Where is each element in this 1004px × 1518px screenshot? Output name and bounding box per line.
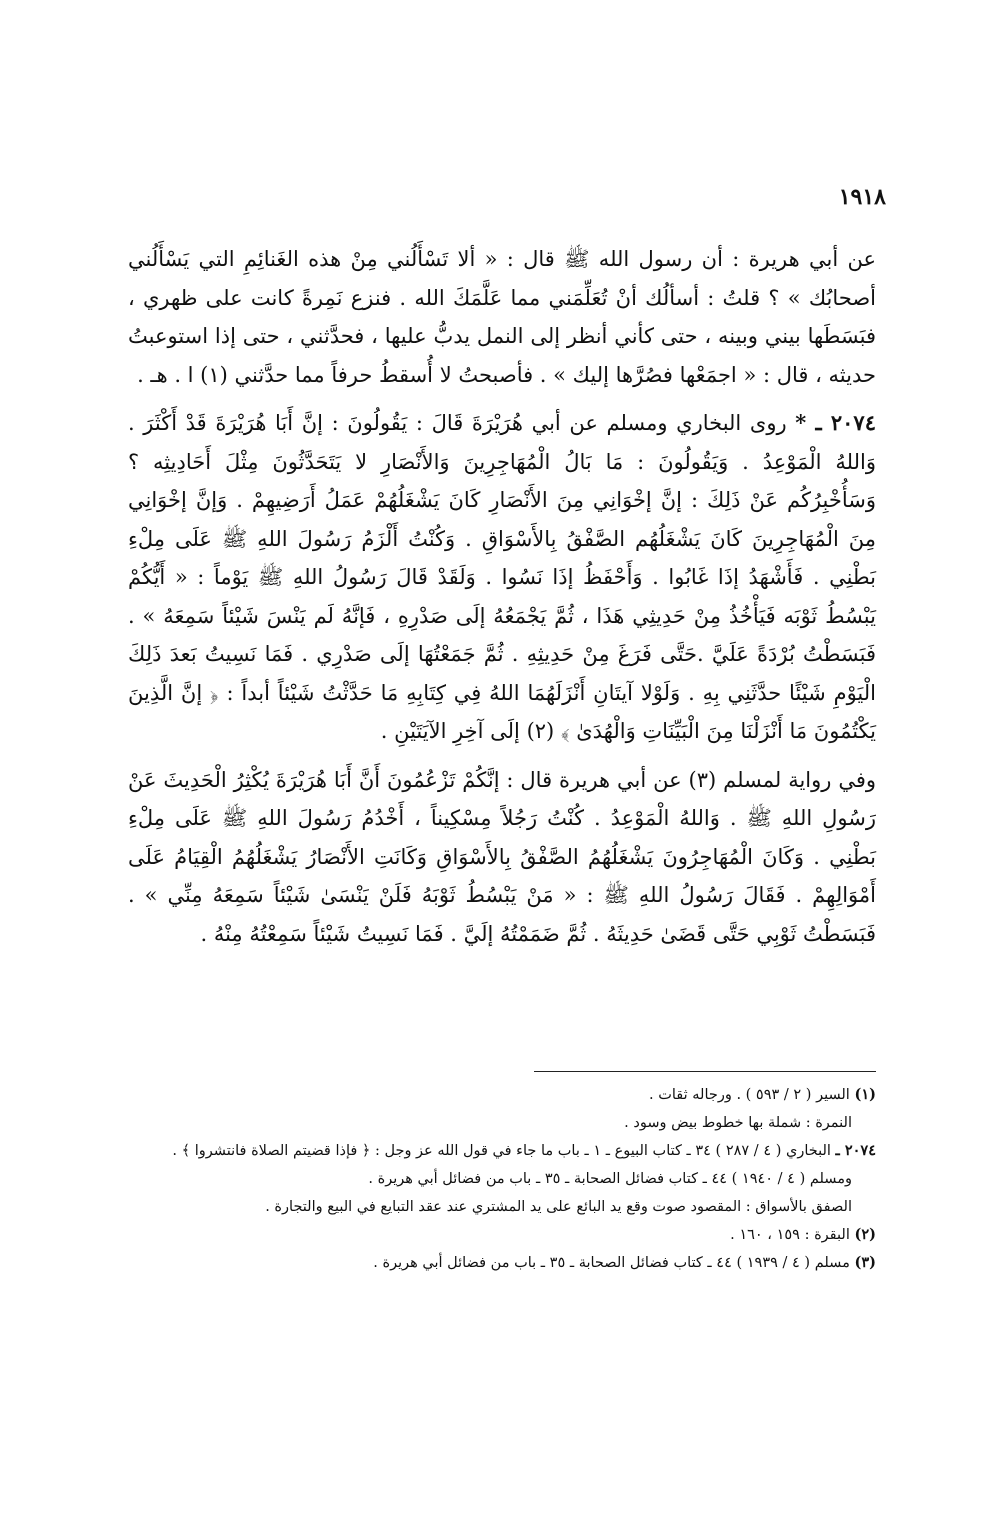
- hadith-number: ٢٠٧٤ ـ *: [795, 410, 876, 435]
- footnote-2074-muslim: [128, 1167, 876, 1191]
- footnote-text: النمرة : شملة بها خطوط بيض وسود .: [624, 1115, 852, 1131]
- paragraph-muslim-narration: [128, 761, 876, 954]
- paragraph-hadith-2074: [128, 404, 876, 751]
- paragraph-text: وفي رواية لمسلم (٣) عن أبي هريرة قال : إنَّكُمْ تَزْعُمُونَ أَنَّ أَبَا هُرَيْرَةَ يُكْثِرُ الْحَدِيثَ عَنْ رَسُولِ اللهِ ﷺ . وَاللهُ الْمَوْعِدُ . كُنْتُ رَجُلاً مِسْكِيناً ، أَخْدُمُ رَسُولَ اللهِ ﷺ عَلَى مِلْءِ بَطْنِي . وَكَانَ الْمُهَاجِرُونَ يَشْغَلُهُمُ الصَّفْقُ بِالأَسْوَاقِ وَكَانَتِ الأَنْصَارُ يَشْغَلُهُمُ الْقِيَامُ عَلَى أَمْوَالِهِمْ . فَقَالَ رَسُولُ اللهِ ﷺ : « مَنْ يَبْسُطُ ثَوْبَهُ فَلَنْ يَنْسَىٰ شَيْئاً سَمِعَهُ مِنِّي » . فَبَسَطْتُ ثَوْبِي حَتَّى قَضَىٰ حَدِيثَهُ . ثُمَّ ضَمَمْتُهُ إلَيَّ . فَمَا نَسِيتُ شَيْئاً سَمِعْتُهُ مِنْهُ .: [128, 767, 877, 946]
- footnote-text: مسلم ( ٤ / ١٩٣٩ ) ٤٤ ـ كتاب فضائل الصحابة ـ ٣٥ ـ باب من فضائل أبي هريرة .: [373, 1255, 850, 1271]
- footnote-text: البخاري ( ٤ / ٢٨٧ ) ٣٤ ـ كتاب البيوع ـ ١ ـ باب ما جاء في قول الله عز وجل : ﴿ فإذا قضيتم الصلاة فانتشروا ﴾ .: [172, 1143, 831, 1159]
- footnote-label: (١): [854, 1086, 876, 1103]
- footnote-1: [128, 1083, 876, 1107]
- footnote-label: (٢): [854, 1226, 876, 1243]
- footnotes: [128, 1083, 876, 1279]
- footnote-text: السير ( ٢ / ٥٩٣ ) . ورجاله ثقات .: [648, 1087, 850, 1103]
- footnote-2074-definition: [128, 1195, 876, 1219]
- footnote-2074: [128, 1139, 876, 1163]
- footnote-3: [128, 1251, 876, 1275]
- footnote-label: ٢٠٧٤ ـ: [835, 1142, 876, 1159]
- footnote-text: ومسلم ( ٤ / ١٩٤٠ ) ٤٤ ـ كتاب فضائل الصحابة ـ ٣٥ ـ باب من فضائل أبي هريرة .: [368, 1171, 852, 1187]
- footnote-text: البقرة : ١٥٩ ، ١٦٠ .: [730, 1227, 850, 1243]
- paragraph-text: روى البخاري ومسلم عن أبي هُرَيْرَةَ قَالَ : يَقُولُونَ : إنَّ أَبَا هُرَيْرَةَ قَدْ أَكْثَرَ . وَاللهُ الْمَوْعِدُ . وَيَقُولُونَ : مَا بَالُ الْمُهَاجِرِينَ وَالأَنْصَارِ لا يَتَحَدَّثُونَ مِثْلَ أَحَادِيثِه ؟ وَسَأُخْبِرُكُم عَنْ ذَلِكَ : إنَّ إخْوَانِي مِنَ الأَنْصَارِ كَانَ يَشْغَلُهُمْ عَمَلُ أَرَضِيهِمْ . وَإنَّ إخْوَانِي مِنَ الْمُهَاجِرِينَ كَانَ يَشْغَلُهُم الصَّفْقُ بِالأَسْوَاقِ . وَكُنْتُ أَلْزَمُ رَسُولَ اللهِ ﷺ عَلَى مِلْءِ بَطْنِي . فَأَشْهَدُ إذَا غَابُوا . وَأَحْفَظُ إذَا نَسُوا . وَلَقَدْ قَالَ رَسُولُ اللهِ ﷺ يَوْماً : « أَيُّكُمْ يَبْسُطُ ثَوْبَه فَيَأْخُذُ مِنْ حَدِيثِي هَذَا ، ثُمَّ يَجْمَعُهُ إلَى صَدْرِهِ ، فَإنَّهُ لَم يَنْسَ شَيْئاً سَمِعَهُ » . فَبَسَطْتُ بُرْدَةً عَلَيَّ .حَتَّى فَرَغَ مِنْ حَدِيثِهِ . ثُمَّ جَمَعْتُهَا إلَى صَدْرِي . فَمَا نَسِيتُ بَعدَ ذَلِكَ الْيَوْمِ شَيْئًا حدَّثَنِي بِهِ . وَلَوْلا آيتَانِ أَنْزَلَهُمَا اللهُ فِي كِتَابِهِ مَا حَدَّثْتُ شَيْئاً أبداً : ﴿ إنَّ الَّذِينَ يَكْتُمُونَ مَا أَنْزَلْنَا مِنَ الْبَيِّنَاتِ وَالْهُدَىٰ ﴾ (٢) إلَى آخِرِ الآيَتَيْنِ .: [128, 411, 876, 743]
- paragraph-text: عن أبي هريرة : أن رسول الله ﷺ قال : « ألا تَسْأَلُني مِنْ هذه الغَنائِمِ التي يَسْأَلُني أصحابُك » ؟ قلتُ : أسألُك أنْ تُعَلِّمَني مما عَلَّمَكَ الله . فنزع نَمِرةً كانت على ظهري ، فبَسَطَها بيني وبينه ، حتى كأني أنظر إلى النمل يدبُّ عليها ، فحدَّثني ، حتى إذا استوعبتُ حديثه ، قال : « اجمَعْها فصُرَّها إليك » . فأصبحتُ لا أُسقطُ حرفاً مما حدَّثني (١) ا . هـ .: [128, 247, 876, 387]
- footnote-label: (٣): [854, 1254, 876, 1271]
- paragraph-intro: [128, 240, 876, 394]
- main-text: [128, 240, 876, 963]
- footnote-1-note: [128, 1111, 876, 1135]
- footnote-2: [128, 1223, 876, 1247]
- footnote-separator: [534, 1071, 876, 1072]
- footnote-text: الصفق بالأسواق : المقصود صوت وقع يد البائع على يد المشتري عند عقد التبايع في البيع والتجارة .: [265, 1199, 852, 1215]
- page-number: ١٩١٨: [838, 184, 886, 210]
